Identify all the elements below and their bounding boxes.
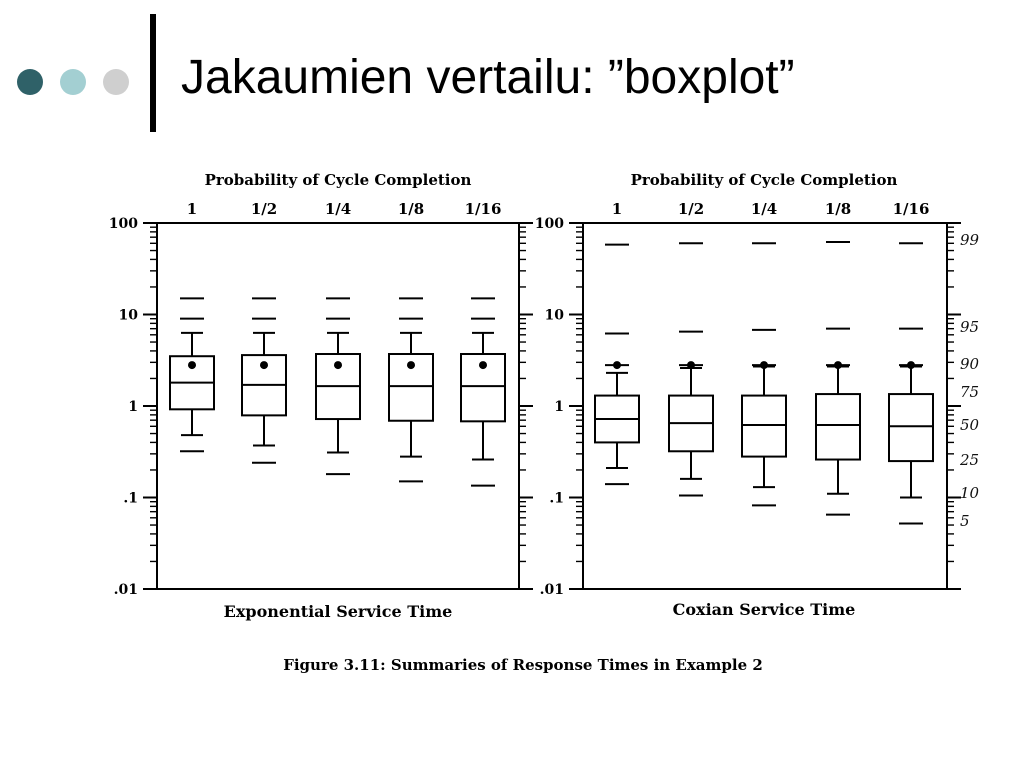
- panel-title: Probability of Cycle Completion: [204, 171, 472, 189]
- mean-dot: [407, 361, 415, 369]
- mean-dot: [479, 361, 487, 369]
- y-tick-label: .01: [113, 582, 138, 598]
- mean-dot: [260, 361, 268, 369]
- box-5: [889, 243, 933, 523]
- y-tick-label: 10: [544, 307, 564, 324]
- box-1: [595, 245, 639, 484]
- box-5: [461, 298, 505, 485]
- y-tick-label: 1: [128, 399, 138, 415]
- y-tick-label: 1: [554, 399, 564, 415]
- x-axis-label: Exponential Service Time: [223, 602, 453, 621]
- y-tick-label: .01: [539, 582, 564, 598]
- percentile-annotation: 90: [960, 355, 980, 373]
- mean-dot: [188, 361, 196, 369]
- category-label: 1/16: [464, 200, 502, 218]
- boxplot-panel-1: [109, 171, 533, 621]
- y-tick-label: .1: [549, 490, 564, 507]
- mean-dot: [760, 361, 768, 369]
- percentile-annotation: 99: [960, 231, 980, 249]
- plot-frame: [157, 223, 519, 589]
- mean-dot: [907, 361, 915, 369]
- category-label: 1/16: [892, 200, 930, 218]
- category-label: 1/4: [750, 200, 778, 218]
- category-label: 1/2: [677, 200, 705, 218]
- iqr-box: [816, 394, 860, 459]
- iqr-box: [889, 394, 933, 461]
- y-tick-label: 10: [118, 307, 138, 324]
- mean-dot: [613, 361, 621, 369]
- y-tick-label: 100: [108, 216, 138, 232]
- box-2: [669, 243, 713, 495]
- category-label: 1/2: [250, 200, 278, 218]
- category-label: 1/8: [397, 200, 425, 218]
- percentile-annotation: 25: [960, 451, 980, 469]
- mean-dot: [834, 361, 842, 369]
- box-1: [170, 298, 214, 451]
- x-axis-label: Coxian Service Time: [672, 600, 856, 619]
- boxplot-panel-2: [535, 171, 961, 619]
- percentile-annotation: 95: [960, 318, 980, 336]
- y-tick-label: 100: [534, 216, 564, 232]
- box-2: [242, 298, 286, 462]
- box-3: [742, 243, 786, 505]
- percentile-annotation: 10: [960, 484, 980, 502]
- figure-caption: Figure 3.11: Summaries of Response Times in Example 2: [283, 656, 763, 674]
- mean-dot: [334, 361, 342, 369]
- plot-frame: [583, 223, 947, 589]
- y-tick-label: .1: [123, 490, 138, 507]
- percentile-annotations: [959, 231, 980, 530]
- percentile-annotation: 5: [960, 512, 970, 530]
- category-label: 1: [611, 200, 623, 218]
- box-4: [816, 242, 860, 515]
- category-label: 1/4: [324, 200, 352, 218]
- category-label: 1: [186, 200, 198, 218]
- mean-dot: [687, 361, 695, 369]
- iqr-box: [742, 396, 786, 457]
- slide-title: Jakaumien vertailu: ”boxplot”: [181, 51, 795, 104]
- box-3: [316, 298, 360, 474]
- category-label: 1/8: [824, 200, 852, 218]
- panel-title: Probability of Cycle Completion: [630, 171, 898, 189]
- percentile-annotation: 50: [960, 416, 980, 434]
- percentile-annotation: 75: [960, 383, 980, 401]
- box-4: [389, 298, 433, 481]
